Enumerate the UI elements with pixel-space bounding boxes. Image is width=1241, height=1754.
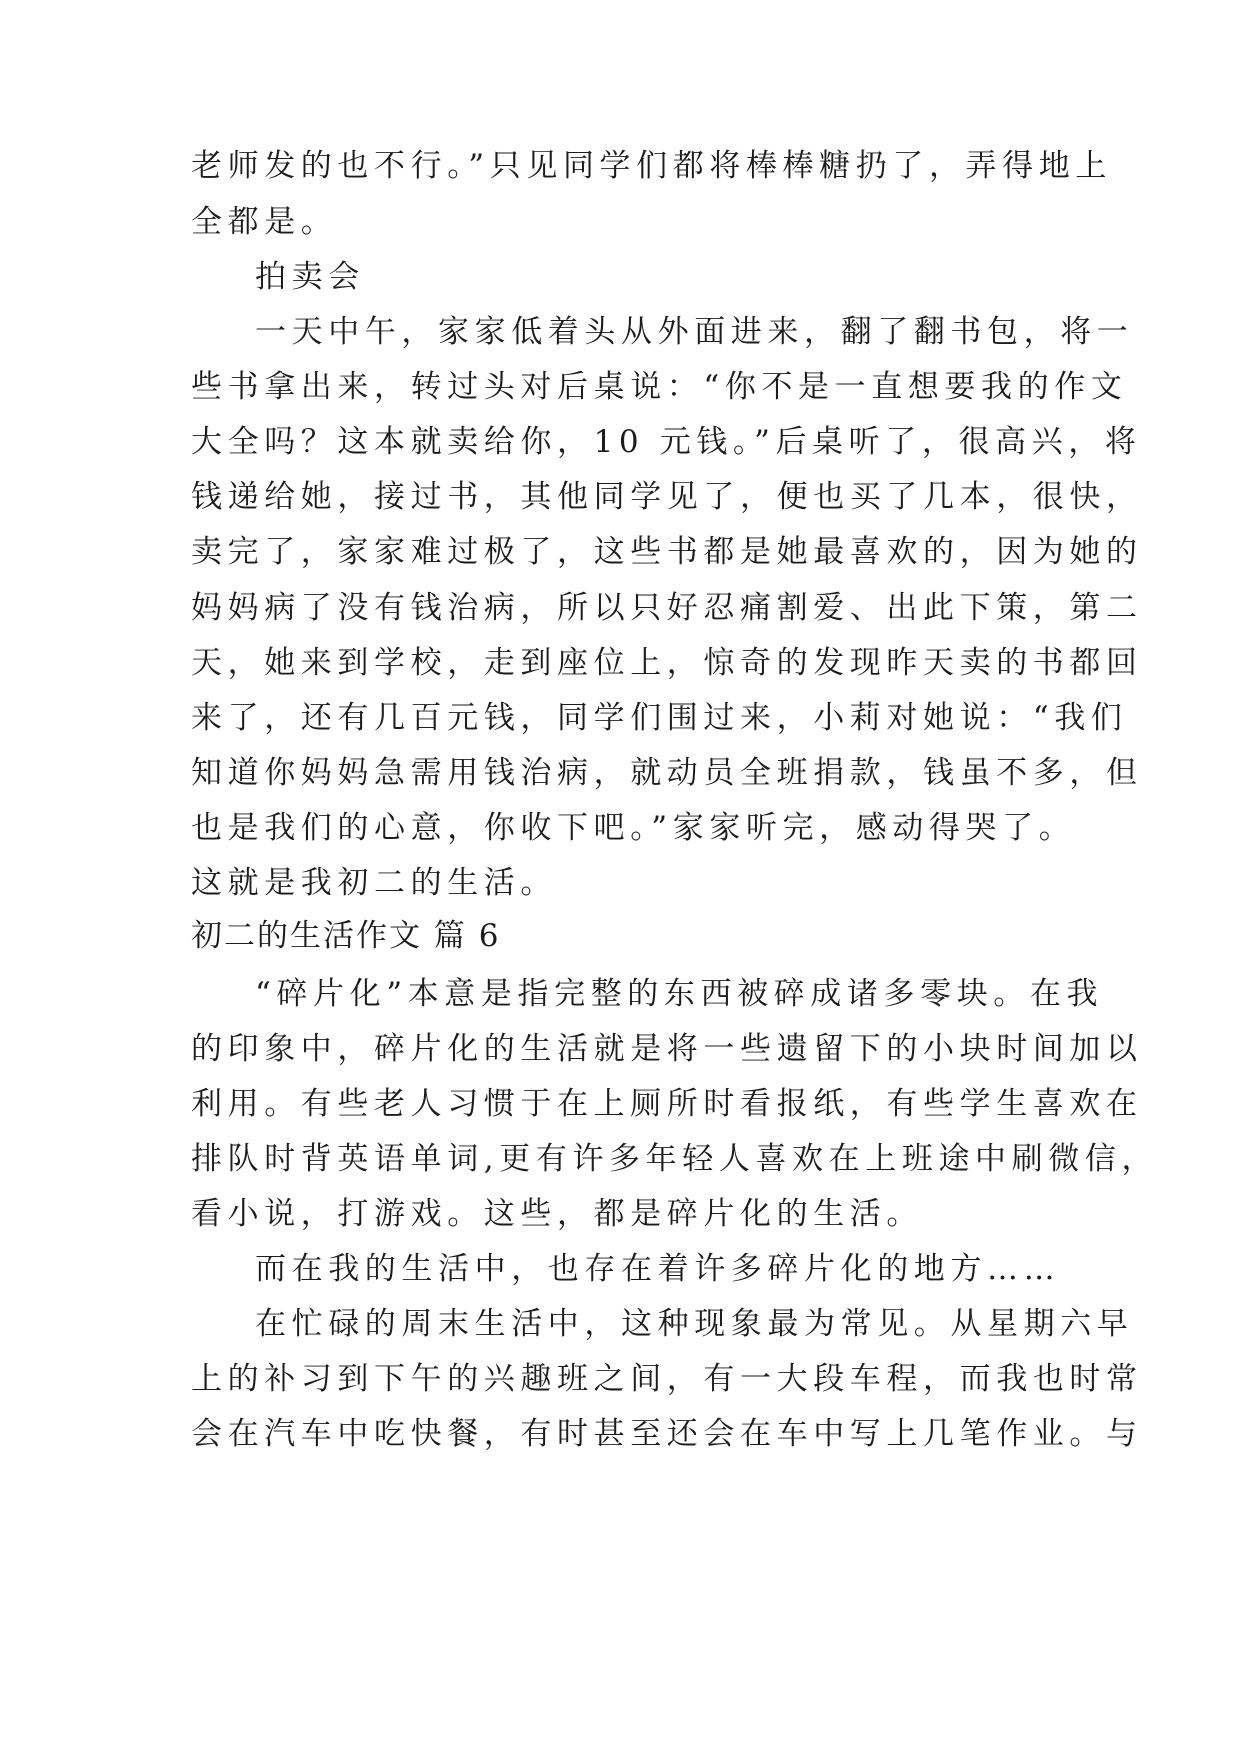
text-line: 来了，还有几百元钱，同学们围过来，小莉对她说：“我们 [191, 700, 1128, 736]
text-line: 的印象中，碎片化的生活就是将一些遗留下的小块时间加以 [191, 1031, 1143, 1067]
text-line: 知道你妈妈急需用钱治病，就动员全班捐款，钱虽不多，但 [191, 755, 1143, 791]
text-line: 会在汽车中吃快餐，有时甚至还会在车中写上几笔作业。与 [191, 1416, 1143, 1452]
section-subtitle: 拍卖会 [255, 259, 365, 295]
section-heading: 初二的生活作文 篇 6 [191, 918, 501, 954]
text-line: 钱递给她，接过书，其他同学见了，便也买了几本，很快， [191, 479, 1143, 515]
text-line: 妈妈病了没有钱治病，所以只好忍痛割爱、出此下策，第二 [191, 590, 1143, 626]
text-line: 卖完了，家家难过极了，这些书都是她最喜欢的，因为她的 [191, 534, 1143, 570]
text-line: 些书拿出来，转过头对后桌说：“你不是一直想要我的作文 [191, 369, 1128, 405]
text-line: 利用。有些老人习惯于在上厕所时看报纸，有些学生喜欢在 [191, 1086, 1143, 1122]
text-line: 在忙碌的周末生活中，这种现象最为常见。从星期六早 [255, 1306, 1134, 1342]
text-line: 大全吗？这本就卖给你，10 元钱。”后桌听了，很高兴，将 [191, 424, 1142, 460]
text-line: 全都是。 [191, 204, 338, 240]
text-line: 看小说，打游戏。这些，都是碎片化的生活。 [191, 1196, 923, 1232]
text-line: 这就是我初二的生活。 [191, 865, 557, 901]
text-line: 而在我的生活中，也存在着许多碎片化的地方…… [255, 1251, 1061, 1287]
text-line: “碎片化”本意是指完整的东西被碎成诸多零块。在我 [255, 976, 1104, 1012]
text-line: 老师发的也不行。”只见同学们都将棒棒糖扔了，弄得地上 [191, 148, 1112, 184]
text-line: 上的补习到下午的兴趣班之间，有一大段车程，而我也时常 [191, 1361, 1143, 1397]
text-line: 排队时背英语单词,更有许多年轻人喜欢在上班途中刷微信， [191, 1141, 1159, 1177]
text-line: 也是我们的心意，你收下吧。”家家听完，感动得哭了。 [191, 810, 1076, 846]
text-line: 一天中午，家家低着头从外面进来，翻了翻书包，将一 [255, 314, 1134, 350]
text-line: 天，她来到学校，走到座位上，惊奇的发现昨天卖的书都回 [191, 645, 1143, 681]
